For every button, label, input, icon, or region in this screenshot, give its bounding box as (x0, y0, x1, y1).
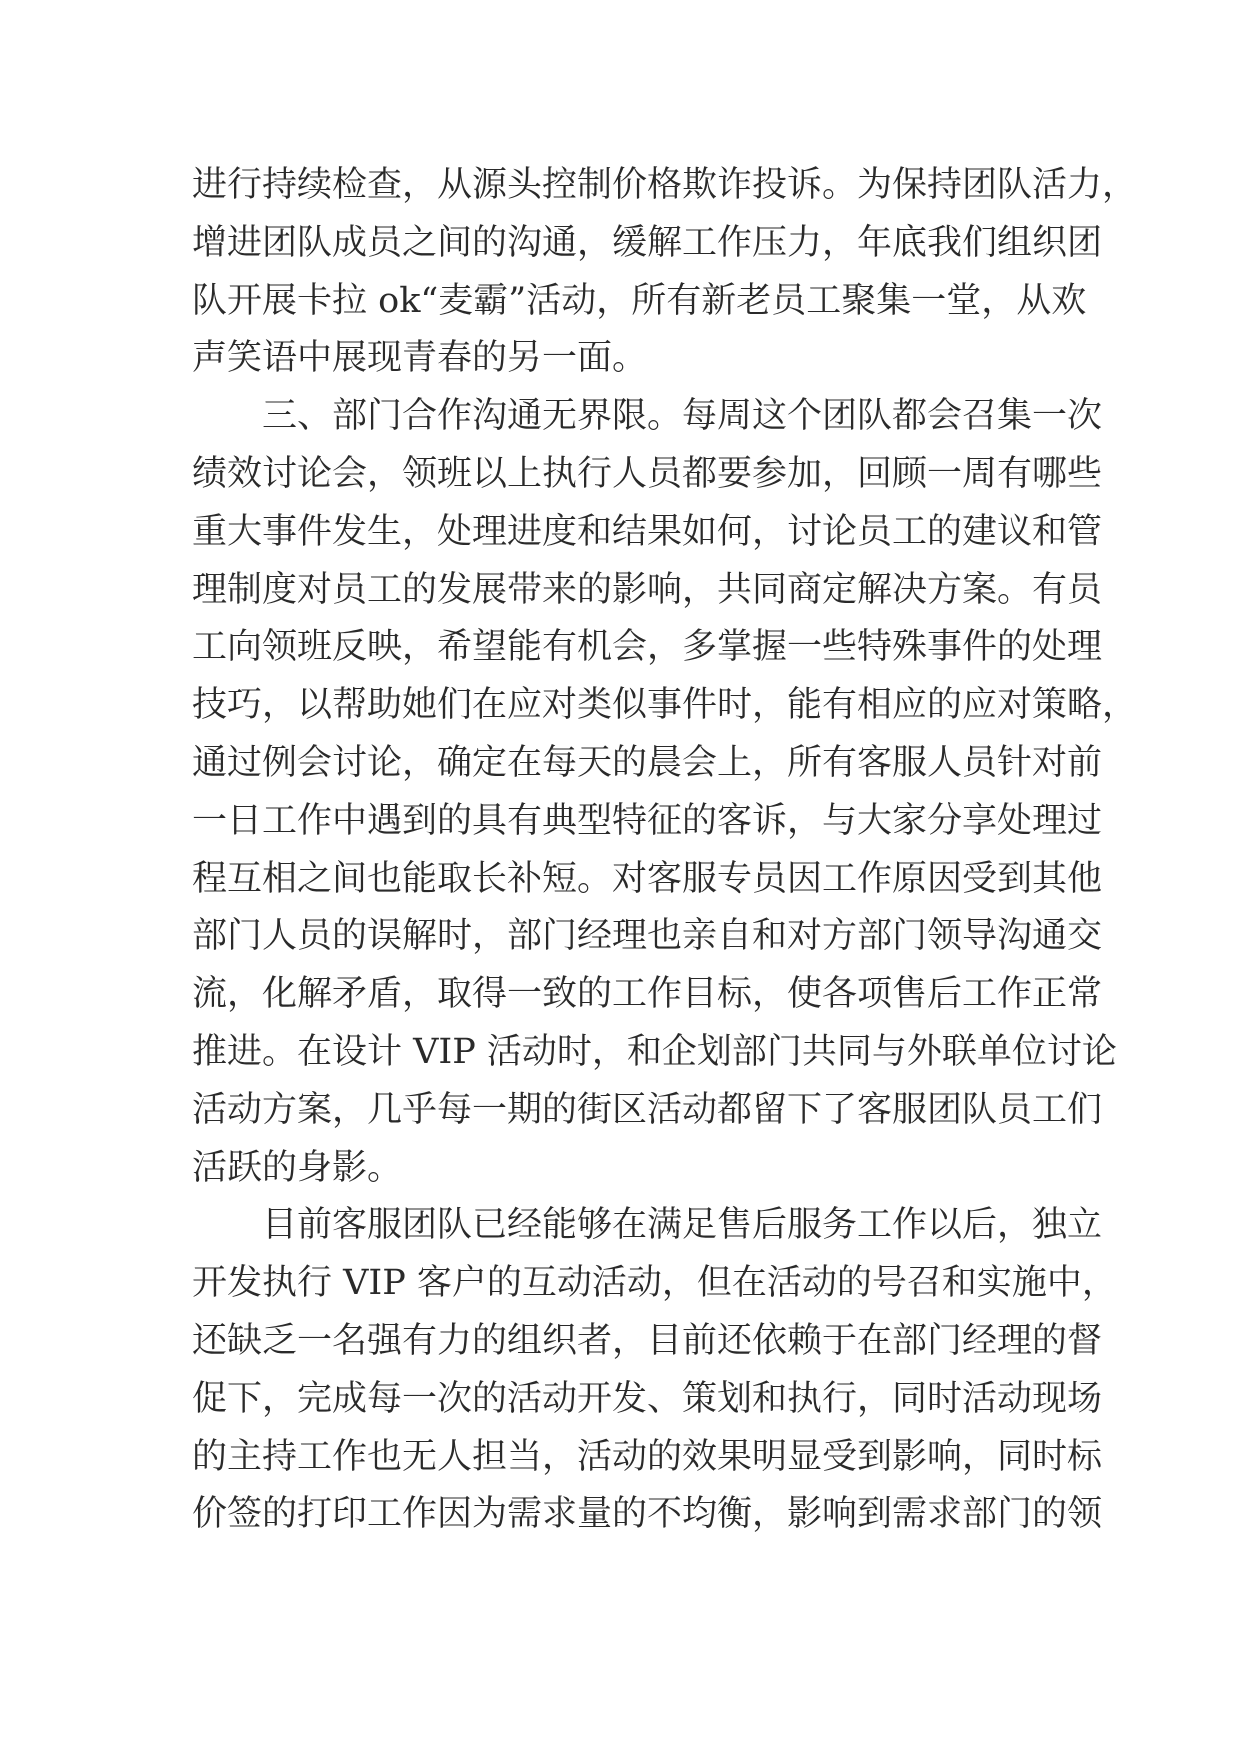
text-line: 技巧，以帮助她们在应对类似事件时，能有相应的应对策略， (192, 685, 1138, 726)
text-line: 队开展卡拉 ok“麦霸”活动，所有新老员工聚集一堂，从欢 (192, 280, 1087, 321)
text-line: 活动方案，几乎每一期的街区活动都留下了客服团队员工们 (192, 1089, 1103, 1130)
text-line: 目前客服团队已经能够在满足售后服务工作以后，独立 (262, 1205, 1103, 1246)
text-line: 重大事件发生，处理进度和结果如何，讨论员工的建议和管 (192, 511, 1103, 552)
text-line: 理制度对员工的发展带来的影响，共同商定解决方案。有员 (192, 569, 1103, 610)
text-line: 增进团队成员之间的沟通，缓解工作压力，年底我们组织团 (192, 222, 1103, 263)
text-line: 三、部门合作沟通无界限。每周这个团队都会召集一次 (262, 396, 1103, 437)
text-line: 工向领班反映，希望能有机会，多掌握一些特殊事件的处理 (192, 627, 1103, 668)
text-line: 绩效讨论会，领班以上执行人员都要参加，回顾一周有哪些 (192, 453, 1103, 494)
text-line: 促下，完成每一次的活动开发、策划和执行，同时活动现场 (192, 1378, 1103, 1419)
text-line: 一日工作中遇到的具有典型特征的客诉，与大家分享处理过 (192, 800, 1103, 841)
text-line: 的主持工作也无人担当，活动的效果明显受到影响，同时标 (192, 1436, 1103, 1477)
text-line: 开发执行 VIP 客户的互动活动，但在活动的号召和实施中， (192, 1263, 1117, 1304)
text-line: 还缺乏一名强有力的组织者，目前还依赖于在部门经理的督 (192, 1320, 1103, 1361)
text-line: 价签的打印工作因为需求量的不均衡，影响到需求部门的领 (192, 1494, 1103, 1535)
text-line: 程互相之间也能取长补短。对客服专员因工作原因受到其他 (192, 858, 1103, 899)
text-line: 活跃的身影。 (192, 1147, 403, 1188)
text-line: 进行持续检查，从源头控制价格欺诈投诉。为保持团队活力， (192, 165, 1138, 205)
text-line: 推进。在设计 VIP 活动时，和企划部门共同与外联单位讨论 (192, 1031, 1117, 1072)
text-line: 声笑语中展现青春的另一面。 (192, 338, 648, 379)
text-line: 流，化解矛盾，取得一致的工作目标，使各项售后工作正常 (192, 974, 1103, 1015)
text-line: 通过例会讨论，确定在每天的晨会上，所有客服人员针对前 (192, 742, 1103, 783)
text-line: 部门人员的误解时，部门经理也亲自和对方部门领导沟通交 (192, 916, 1103, 957)
body-text (192, 157, 1138, 1544)
